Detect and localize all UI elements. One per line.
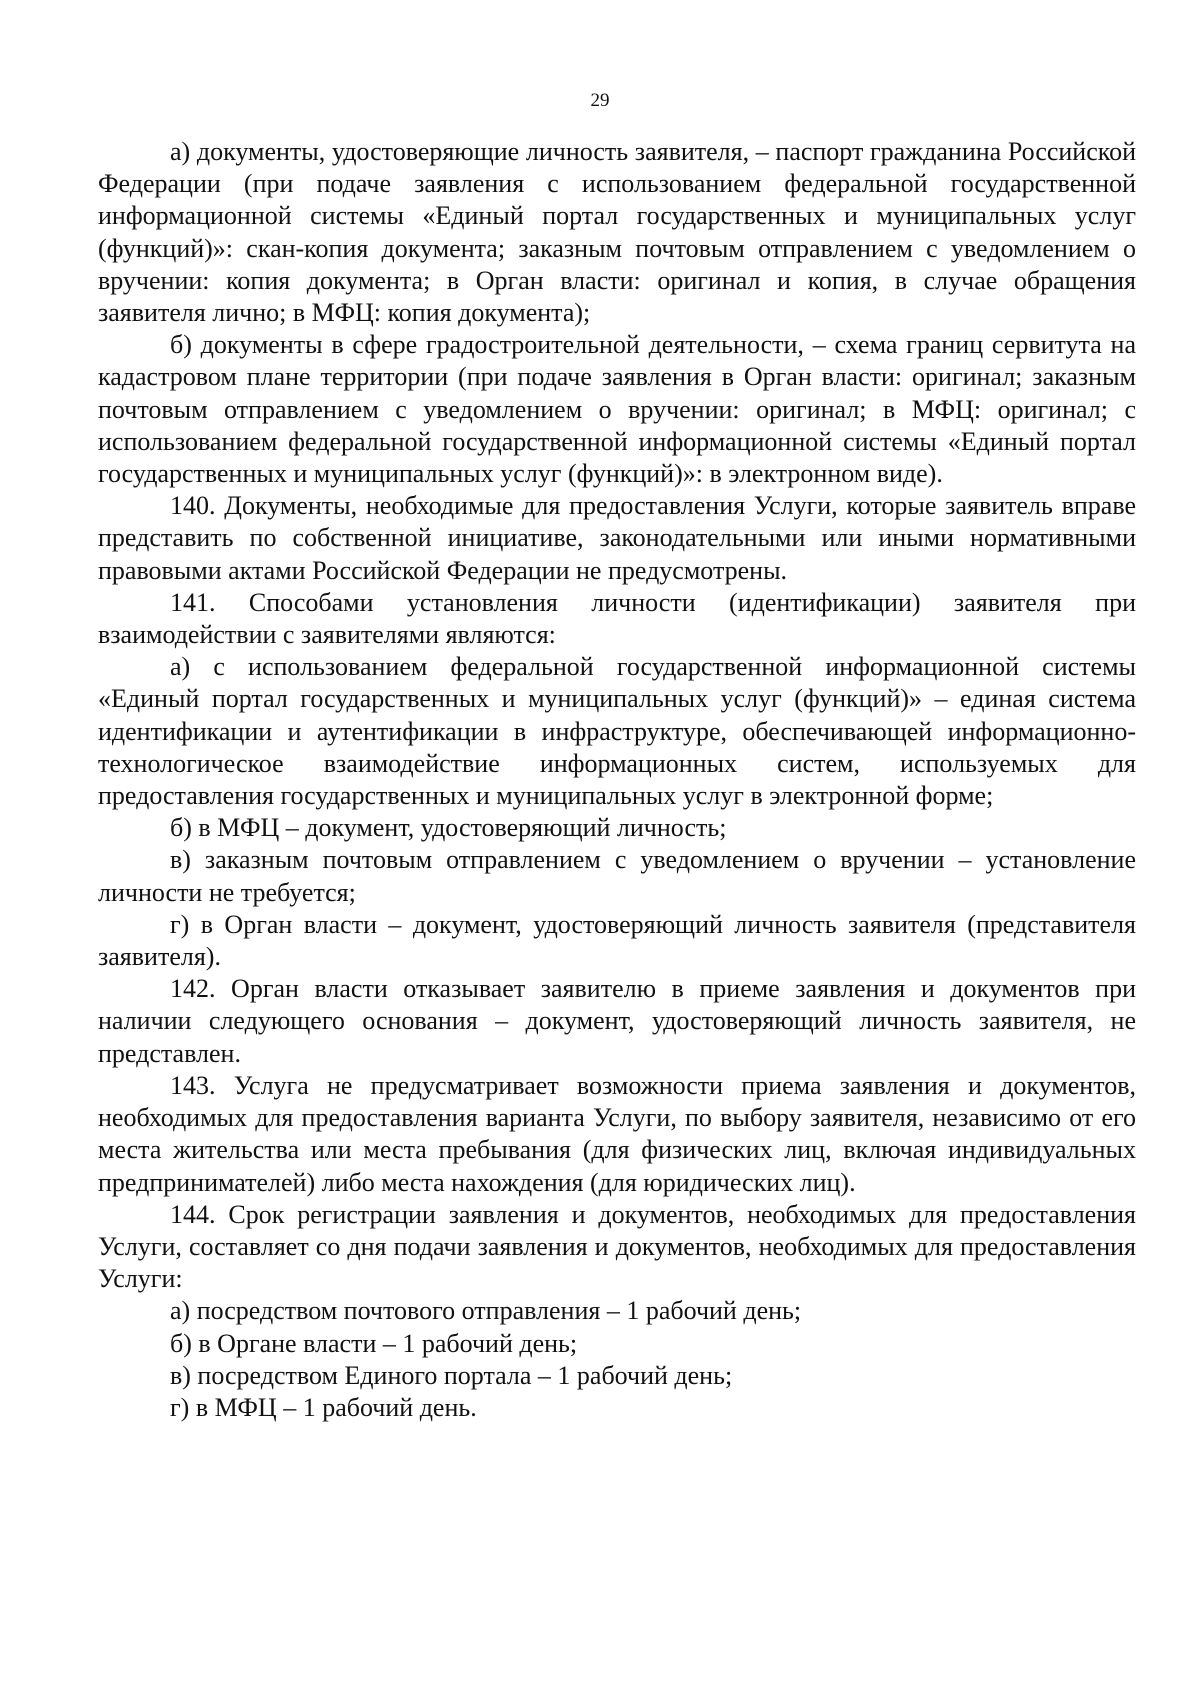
paragraph-144-a: а) посредством почтового отправления – 1 рабочий день; <box>170 1296 802 1326</box>
paragraph-141-a: а) с использованием федеральной государственной информационной системы «Единый портал государственных и муниципальных услуг (функций)» – единая система идентификации и аутентификации в инфраструктуре, обеспечивающей информационно-технологическое взаимодействие информационных систем, используемых для предоставления государственных и муниципальных услуг в электронной форме; <box>98 652 1136 811</box>
paragraph-141: 141. Способами установления личности (идентификации) заявителя при взаимодействии с заявителями являются: <box>98 587 1136 650</box>
document-body <box>98 136 1136 1424</box>
paragraph-a-identity-documents: а) документы, удостоверяющие личность заявителя, – паспорт гражданина Российской Федерации (при подаче заявления с использованием федеральной государственной информационной системы «Единый портал государственных и муниципальных услуг (функций)»: скан-копия документа; заказным почтовым отправлением с уведомлением о вручении: копия документа; в Орган власти: оригинал и копия, в случае обращения заявителя лично; в МФЦ: копия документа); <box>98 137 1136 328</box>
paragraph-143: 143. Услуга не предусматривает возможности приема заявления и документов, необходимых для предоставления варианта Услуги, по выбору заявителя, независимо от его места жительства или места пребывания (для физических лиц, включая индивидуальных предпринимателей) либо места нахождения (для юридических лиц). <box>98 1070 1136 1197</box>
paragraph-144: 144. Срок регистрации заявления и документов, необходимых для предоставления Услуги, составляет со дня подачи заявления и документов, необходимых для предоставления Услуги: <box>98 1199 1136 1294</box>
page-number: 29 <box>590 90 610 111</box>
paragraph-141-b: б) в МФЦ – документ, удостоверяющий личность; <box>170 813 727 843</box>
paragraph-144-g: г) в МФЦ – 1 рабочий день. <box>170 1392 477 1422</box>
paragraph-144-b: б) в Органе власти – 1 рабочий день; <box>170 1328 578 1358</box>
paragraph-b-urban-planning-documents: б) документы в сфере градостроительной деятельности, – схема границ сервитута на кадастровом плане территории (при подаче заявления в Орган власти: оригинал; заказным почтовым отправлением с уведомлением о вручении: оригинал; в МФЦ: оригинал; с использованием федеральной государственной информационной системы «Единый портал государственных и муниципальных услуг (функций)»: в электронном виде). <box>98 330 1136 489</box>
paragraph-141-g: г) в Орган власти – документ, удостоверяющий личность заявителя (представителя заявителя). <box>98 909 1136 972</box>
paragraph-144-v: в) посредством Единого портала – 1 рабочий день; <box>170 1360 733 1390</box>
paragraph-140: 140. Документы, необходимые для предоставления Услуги, которые заявитель вправе представить по собственной инициативе, законодательными или иными нормативными правовыми актами Российской Федерации не предусмотрены. <box>98 491 1136 585</box>
paragraph-142: 142. Орган власти отказывает заявителю в приеме заявления и документов при наличии следующего основания – документ, удостоверяющий личность заявителя, не представлен. <box>98 974 1136 1068</box>
paragraph-141-v: в) заказным почтовым отправлением с уведомлением о вручении – установление личности не требуется; <box>98 845 1136 907</box>
